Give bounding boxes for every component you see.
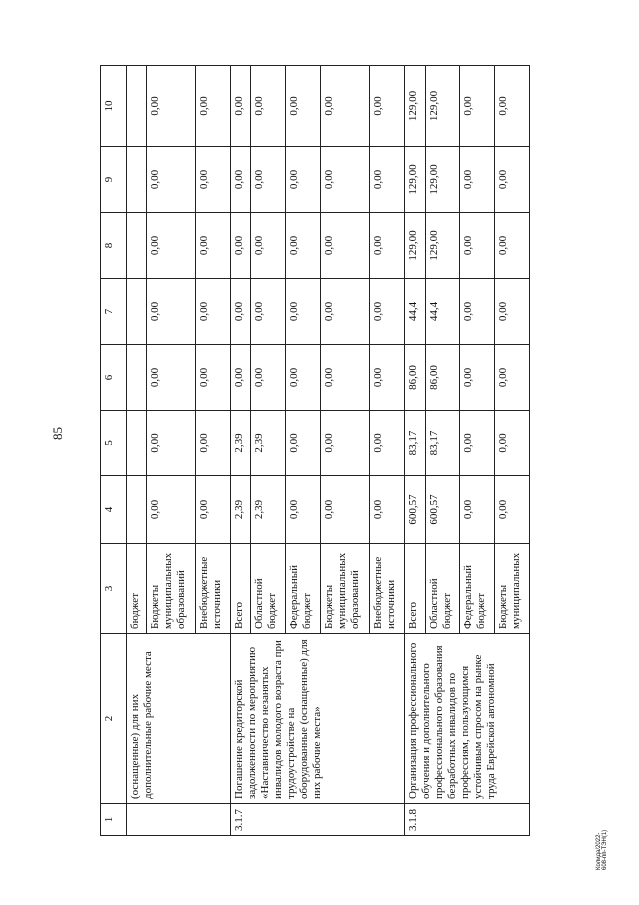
page-number: 85 [50, 427, 65, 440]
document-footer: Колида/2022-608-пп-ТЭН(1) [596, 829, 608, 870]
value-cell: 2,39 [231, 411, 251, 476]
value-cell: 0,00 [370, 66, 405, 147]
funding-source-cell: Всего [231, 544, 251, 634]
value-cell: 2,39 [231, 476, 251, 544]
value-cell: 0,00 [495, 345, 530, 411]
table-row [126, 66, 146, 836]
value-cell: 0,00 [370, 279, 405, 345]
value-cell: 0,00 [251, 345, 286, 411]
value-cell: 0,00 [460, 213, 495, 279]
value-cell: 0,00 [495, 66, 530, 147]
value-cell: 0,00 [196, 279, 231, 345]
funding-source-cell: Всего [405, 544, 425, 634]
value-cell: 0,00 [286, 476, 321, 544]
value-cell: 0,00 [495, 213, 530, 279]
value-cell [126, 411, 146, 476]
header-cell: 5 [101, 411, 127, 476]
funding-source-cell: бюджет [126, 544, 146, 634]
row-number-cell [126, 804, 230, 836]
value-cell: 129,00 [425, 147, 460, 213]
funding-source-cell: Областной бюджет [425, 544, 460, 634]
header-cell: 7 [101, 279, 127, 345]
value-cell: 0,00 [251, 213, 286, 279]
header-cell: 2 [101, 634, 127, 804]
value-cell [126, 345, 146, 411]
row-number-cell: 3.1.8 [405, 804, 530, 836]
value-cell: 0,00 [286, 147, 321, 213]
value-cell: 0,00 [147, 279, 196, 345]
header-cell: 9 [101, 147, 127, 213]
value-cell: 0,00 [321, 213, 370, 279]
value-cell: 44,4 [405, 279, 425, 345]
value-cell: 0,00 [495, 147, 530, 213]
value-cell [126, 213, 146, 279]
value-cell: 0,00 [286, 345, 321, 411]
value-cell: 0,00 [495, 279, 530, 345]
value-cell: 86,00 [425, 345, 460, 411]
value-cell: 2,39 [251, 476, 286, 544]
value-cell: 0,00 [460, 66, 495, 147]
funding-source-cell: Федеральный бюджет [460, 544, 495, 634]
value-cell: 0,00 [196, 66, 231, 147]
value-cell: 0,00 [147, 213, 196, 279]
funding-source-cell: Внебюджетные источники [370, 544, 405, 634]
value-cell: 0,00 [495, 476, 530, 544]
value-cell: 0,00 [251, 66, 286, 147]
funding-source-cell: Бюджеты муниципальных [495, 544, 530, 634]
value-cell [126, 476, 146, 544]
value-cell: 44,4 [425, 279, 460, 345]
value-cell: 0,00 [286, 279, 321, 345]
value-cell: 83,17 [405, 411, 425, 476]
funding-source-cell: Областной бюджет [251, 544, 286, 634]
value-cell: 0,00 [196, 213, 231, 279]
value-cell: 86,00 [405, 345, 425, 411]
value-cell: 0,00 [251, 279, 286, 345]
row-number-cell: 3.1.7 [231, 804, 405, 836]
value-cell [126, 66, 146, 147]
funding-source-cell: Федеральный бюджет [286, 544, 321, 634]
value-cell: 0,00 [321, 66, 370, 147]
value-cell: 0,00 [147, 345, 196, 411]
value-cell: 0,00 [147, 476, 196, 544]
value-cell: 83,17 [425, 411, 460, 476]
funding-source-cell: Бюджеты муниципальных образований [321, 544, 370, 634]
value-cell: 0,00 [460, 279, 495, 345]
value-cell: 0,00 [495, 411, 530, 476]
value-cell: 0,00 [321, 279, 370, 345]
value-cell: 0,00 [147, 411, 196, 476]
value-cell: 0,00 [370, 345, 405, 411]
value-cell: 0,00 [196, 476, 231, 544]
value-cell [126, 147, 146, 213]
value-cell: 0,00 [286, 213, 321, 279]
value-cell: 0,00 [321, 411, 370, 476]
value-cell: 129,00 [425, 66, 460, 147]
activity-name-cell: Организация профессионального обучения и дополнительного профессионального образования безработных инвалидов по профессиям, пользующимся устойчивым спросом на рынке труда Еврейской автономной [405, 634, 530, 804]
value-cell: 0,00 [321, 147, 370, 213]
value-cell [126, 279, 146, 345]
value-cell: 0,00 [286, 66, 321, 147]
header-cell: 8 [101, 213, 127, 279]
value-cell: 0,00 [460, 476, 495, 544]
value-cell: 0,00 [286, 411, 321, 476]
value-cell: 0,00 [231, 213, 251, 279]
value-cell: 0,00 [231, 345, 251, 411]
value-cell: 0,00 [147, 147, 196, 213]
value-cell: 0,00 [321, 345, 370, 411]
activity-name-cell: Погашение кредиторской задолженности по мероприятию «Наставничество незанятых инвалидов молодого возраста при трудоустройстве на оборудованные (оснащенные) для них рабочие места» [231, 634, 405, 804]
value-cell: 0,00 [460, 147, 495, 213]
value-cell: 0,00 [196, 411, 231, 476]
value-cell: 0,00 [147, 66, 196, 147]
funding-source-cell: Внебюджетные источники [196, 544, 231, 634]
table-row [231, 66, 251, 836]
value-cell: 0,00 [370, 411, 405, 476]
value-cell: 0,00 [370, 147, 405, 213]
value-cell: 0,00 [251, 147, 286, 213]
value-cell: 129,00 [405, 147, 425, 213]
value-cell: 0,00 [231, 66, 251, 147]
header-cell: 4 [101, 476, 127, 544]
header-cell: 6 [101, 345, 127, 411]
value-cell: 129,00 [425, 213, 460, 279]
value-cell: 600,57 [425, 476, 460, 544]
value-cell: 0,00 [370, 213, 405, 279]
header-cell: 1 [101, 804, 127, 836]
activity-name-cell: (оснащенные) для них дополнительные рабочие места [126, 634, 230, 804]
funding-source-cell: Бюджеты муниципальных образований [147, 544, 196, 634]
value-cell: 0,00 [196, 345, 231, 411]
table-row [405, 66, 425, 836]
rotated-table-container [100, 66, 530, 836]
value-cell: 129,00 [405, 66, 425, 147]
value-cell: 0,00 [231, 279, 251, 345]
value-cell: 2,39 [251, 411, 286, 476]
header-row [101, 66, 127, 836]
value-cell: 0,00 [231, 147, 251, 213]
value-cell: 0,00 [460, 411, 495, 476]
value-cell: 129,00 [405, 213, 425, 279]
header-cell: 3 [101, 544, 127, 634]
value-cell: 0,00 [196, 147, 231, 213]
value-cell: 0,00 [321, 476, 370, 544]
value-cell: 0,00 [370, 476, 405, 544]
budget-table [100, 65, 530, 836]
header-cell: 10 [101, 66, 127, 147]
value-cell: 600,57 [405, 476, 425, 544]
value-cell: 0,00 [460, 345, 495, 411]
